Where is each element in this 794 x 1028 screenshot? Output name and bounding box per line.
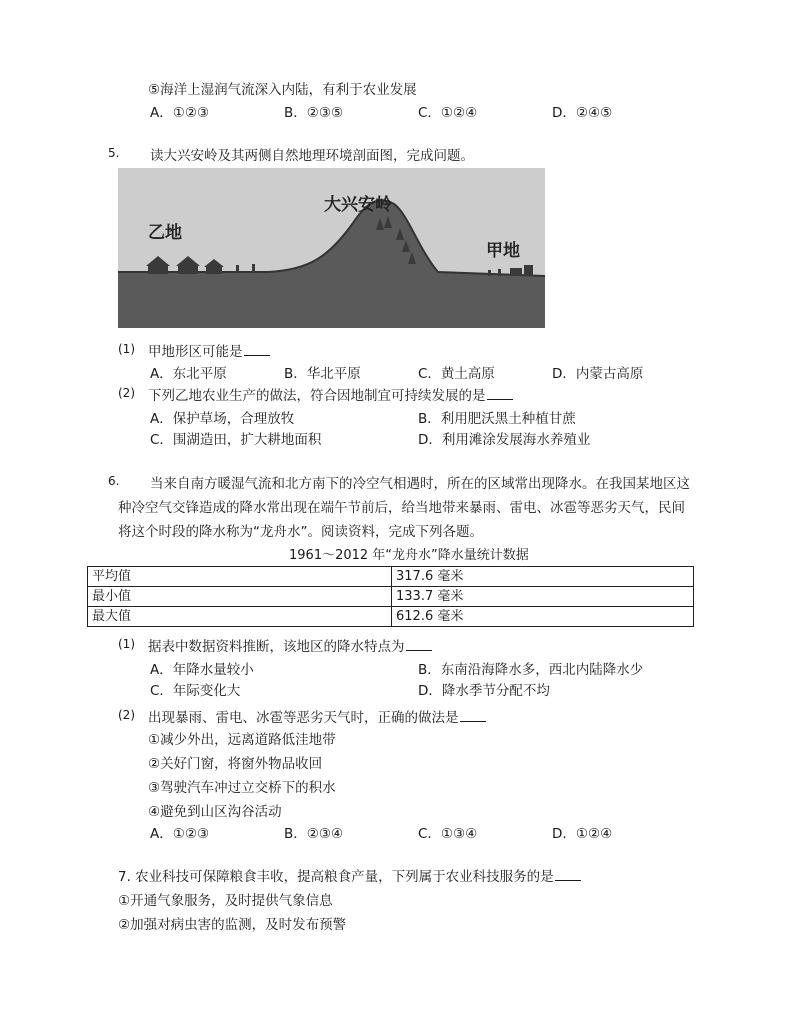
right-region-label: 甲地 [486, 241, 520, 261]
sub-question [148, 706, 486, 726]
q6-sub2-options [150, 822, 710, 842]
option-d[interactable]: D．利用滩涂发展海水养殖业 [418, 432, 591, 448]
table-title: 1961～2012 年“龙舟水”降水量统计数据 [289, 548, 529, 563]
table-row [88, 607, 694, 627]
terrain-profile-image [118, 168, 545, 328]
option-b[interactable]: B．②③④ [284, 826, 344, 842]
statement-item: ②加强对病虫害的监测，及时发布预警 [118, 917, 347, 933]
option-a[interactable]: A．东北平原 [150, 366, 227, 382]
q6-sub1-options-row2 [150, 679, 710, 699]
option-a[interactable]: A．保护草场，合理放牧 [150, 411, 295, 427]
option-d[interactable]: D．②④⑤ [552, 105, 613, 121]
question-number: 6. [108, 474, 120, 488]
answer-blank[interactable] [555, 868, 581, 881]
question-stem: 读大兴安岭及其两侧自然地理环境剖面图，完成问题。 [150, 148, 474, 164]
option-a[interactable]: A．年降水量较小 [150, 662, 254, 678]
sub-question-text: 据表中数据资料推断，该地区的降水特点为 [148, 639, 405, 655]
answer-blank[interactable] [244, 343, 270, 356]
statement-item: ③驾驶汽车冲过立交桥下的积水 [148, 780, 336, 796]
table-row [88, 567, 694, 587]
profile-figure [118, 168, 545, 328]
q6-sub1-options-row1 [150, 658, 710, 678]
sub-question [148, 384, 513, 404]
question-stem-line-2: 种冷空气交锋造成的降水常出现在端午节前后，给当地带来暴雨、雷电、冰雹等恶劣天气，民间 [118, 500, 685, 516]
mountain-label: 大兴安岭 [324, 195, 392, 215]
table-cell: 平均值 [88, 567, 392, 587]
option-b[interactable]: B．华北平原 [284, 366, 361, 382]
option-a[interactable]: A．①②③ [150, 826, 210, 842]
sub-number: (1) [118, 342, 135, 356]
statement-item: ④避免到山区沟谷活动 [148, 804, 282, 820]
table-cell: 133.7 毫米 [392, 587, 694, 607]
statement-item: ②关好门窗，将窗外物品收回 [148, 756, 323, 772]
sub1-options [150, 362, 710, 382]
table-row [88, 587, 694, 607]
rainfall-table [87, 566, 694, 627]
answer-blank[interactable] [406, 638, 432, 651]
sub-question [148, 340, 270, 360]
option-b[interactable]: B．利用肥沃黑土种植甘蔗 [418, 411, 576, 427]
sub-number: (2) [118, 386, 135, 400]
option-c[interactable]: C．围湖造田，扩大耕地面积 [150, 432, 322, 448]
left-region-label: 乙地 [148, 223, 182, 243]
table-cell: 317.6 毫米 [392, 567, 694, 587]
option-b[interactable]: B．东南沿海降水多，西北内陆降水少 [418, 662, 644, 678]
question-stem-line-1: 当来自南方暖湿气流和北方南下的冷空气相遇时，所在的区域常出现降水。在我国某地区这 [150, 476, 690, 492]
option-d[interactable]: D．降水季节分配不均 [418, 683, 550, 699]
answer-blank[interactable] [460, 709, 486, 722]
option-b[interactable]: B．②③⑤ [284, 105, 344, 121]
sub-question [148, 635, 432, 655]
sub2-options-row1 [150, 407, 710, 427]
table-cell: 最大值 [88, 607, 392, 627]
question-stem: 7. 农业科技可保障粮食丰收，提高粮食产量，下列属于农业科技服务的是 [118, 869, 554, 885]
statement-item: ①减少外出，远离道路低洼地带 [148, 732, 336, 748]
question-7 [118, 865, 581, 885]
sub-question-text: 出现暴雨、雷电、冰雹等恶劣天气时，正确的做法是 [148, 710, 459, 726]
item-5: ⑤海洋上湿润气流深入内陆，有利于农业发展 [148, 82, 417, 98]
option-c[interactable]: C．年际变化大 [150, 683, 241, 699]
prev-options [150, 101, 710, 121]
option-c[interactable]: C．①②④ [418, 105, 478, 121]
question-number: 5. [108, 146, 120, 160]
table-cell: 最小值 [88, 587, 392, 607]
table-cell: 612.6 毫米 [392, 607, 694, 627]
answer-blank[interactable] [487, 387, 513, 400]
statement-item: ①开通气象服务，及时提供气象信息 [118, 893, 333, 909]
option-c[interactable]: C．①③④ [418, 826, 478, 842]
sub2-options-row2 [150, 428, 710, 448]
option-d[interactable]: D．①②④ [552, 826, 613, 842]
sub-question-text: 下列乙地农业生产的做法，符合因地制宜可持续发展的是 [148, 388, 486, 404]
option-a[interactable]: A．①②③ [150, 105, 210, 121]
sub-number: (2) [118, 708, 135, 722]
sub-number: (1) [118, 637, 135, 651]
option-d[interactable]: D．内蒙古高原 [552, 366, 644, 382]
question-stem-line-3: 将这个时段的降水称为“龙舟水”。阅读资料，完成下列各题。 [118, 524, 483, 540]
option-c[interactable]: C．黄土高原 [418, 366, 495, 382]
sub-question-text: 甲地形区可能是 [148, 344, 243, 360]
